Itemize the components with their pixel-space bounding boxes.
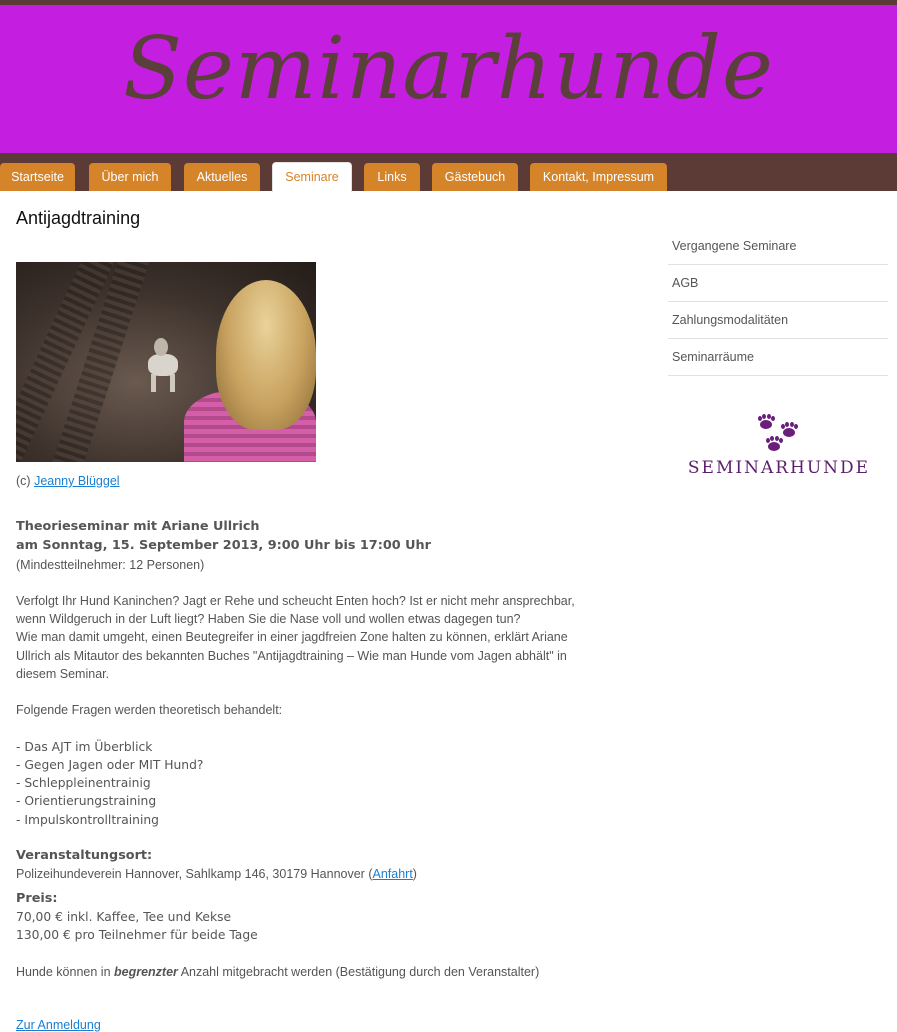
seminar-photo: [16, 262, 316, 462]
tab-kontakt-impressum[interactable]: Kontakt, Impressum: [530, 163, 667, 191]
tab-links[interactable]: Links: [364, 163, 420, 191]
photo-detail: [154, 338, 168, 356]
sidebar-item-vergangene-seminare[interactable]: Vergangene Seminare: [668, 228, 888, 265]
min-participants: (Mindestteilnehmer: 12 Personen): [16, 558, 205, 572]
site-header: [0, 5, 897, 153]
credit-prefix: (c): [16, 474, 35, 488]
photo-detail: [216, 280, 316, 430]
logo-text: SEMINARHUNDE: [687, 458, 871, 478]
venue-heading: Veranstaltungsort:: [16, 848, 153, 863]
dogs-prefix: Hunde können in: [16, 965, 114, 979]
venue-text: Polizeihundeverein Hannover, Sahlkamp 146, 30179 Hannover (: [16, 867, 373, 881]
questions-heading: Folgende Fragen werden theoretisch behandelt:: [16, 703, 283, 717]
photo-detail: [170, 374, 175, 392]
price-line-2: 130,00 € pro Teilnehmer für beide Tage: [16, 928, 258, 942]
tab-startseite[interactable]: Startseite: [0, 163, 75, 191]
sidebar-item-agb[interactable]: AGB: [668, 265, 888, 302]
photo-detail: [151, 374, 156, 392]
intro-line-2: wenn Wildgeruch in der Luft liegt? Haben Sie die Nase voll und wollen etwas dagegen tun?: [16, 612, 521, 626]
venue-address: [16, 865, 417, 883]
price-heading: Preis:: [16, 891, 58, 906]
topic-item: - Schleppleinentrainig: [16, 776, 151, 790]
directions-link[interactable]: Anfahrt: [372, 867, 413, 881]
photo-detail: [148, 354, 178, 376]
dogs-suffix: Anzahl mitgebracht werden (Bestätigung durch den Veranstalter): [177, 965, 540, 979]
topic-item: - Das AJT im Überblick: [16, 740, 153, 754]
dogs-note: [16, 963, 539, 981]
sidebar-item-seminarraeume[interactable]: Seminarräume: [668, 339, 888, 376]
intro-line-1: Verfolgt Ihr Hund Kaninchen? Jagt er Rehe und scheucht Enten hoch? Ist er nicht mehr ansprechbar,: [16, 594, 575, 608]
site-title[interactable]: Seminarhunde: [123, 19, 774, 119]
intro-line-3: Wie man damit umgeht, einen Beutegreifer in einer jagdfreien Zone halten zu können, erklärt Ariane: [16, 630, 568, 644]
seminarhunde-logo: [686, 412, 876, 482]
seminar-title: Theorieseminar mit Ariane Ullrich: [16, 519, 260, 534]
photo-credit: [16, 474, 120, 488]
topic-item: - Orientierungstraining: [16, 794, 157, 808]
topic-item: - Impulskontrolltraining: [16, 813, 159, 827]
photographer-link[interactable]: Jeanny Blüggel: [34, 474, 120, 488]
seminar-date: am Sonntag, 15. September 2013, 9:00 Uhr bis 17:00 Uhr: [16, 538, 431, 553]
intro-line-5: diesem Seminar.: [16, 667, 110, 681]
venue-close: ): [412, 867, 417, 881]
sidebar-item-zahlungsmodalitaeten[interactable]: Zahlungsmodalitäten: [668, 302, 888, 339]
registration-link[interactable]: Zur Anmeldung: [16, 1018, 101, 1032]
page-title: Antijagdtraining: [16, 208, 141, 228]
tab-seminare[interactable]: Seminare: [272, 162, 352, 192]
tab-aktuelles[interactable]: Aktuelles: [184, 163, 260, 191]
tab-ueber-mich[interactable]: Über mich: [89, 163, 171, 191]
topic-item: - Gegen Jagen oder MIT Hund?: [16, 758, 204, 772]
sidebar-menu: [668, 228, 888, 376]
price-line-1: 70,00 € inkl. Kaffee, Tee und Kekse: [16, 910, 232, 924]
intro-line-4: Ullrich als Mitautor des bekannten Buches "Antijagdtraining – Wie man Hunde vom Jagen abhält" in: [16, 649, 567, 663]
tab-gaestebuch[interactable]: Gästebuch: [432, 163, 518, 191]
dogs-emphasis: begrenzter: [114, 965, 178, 979]
main-navigation: [0, 153, 897, 191]
